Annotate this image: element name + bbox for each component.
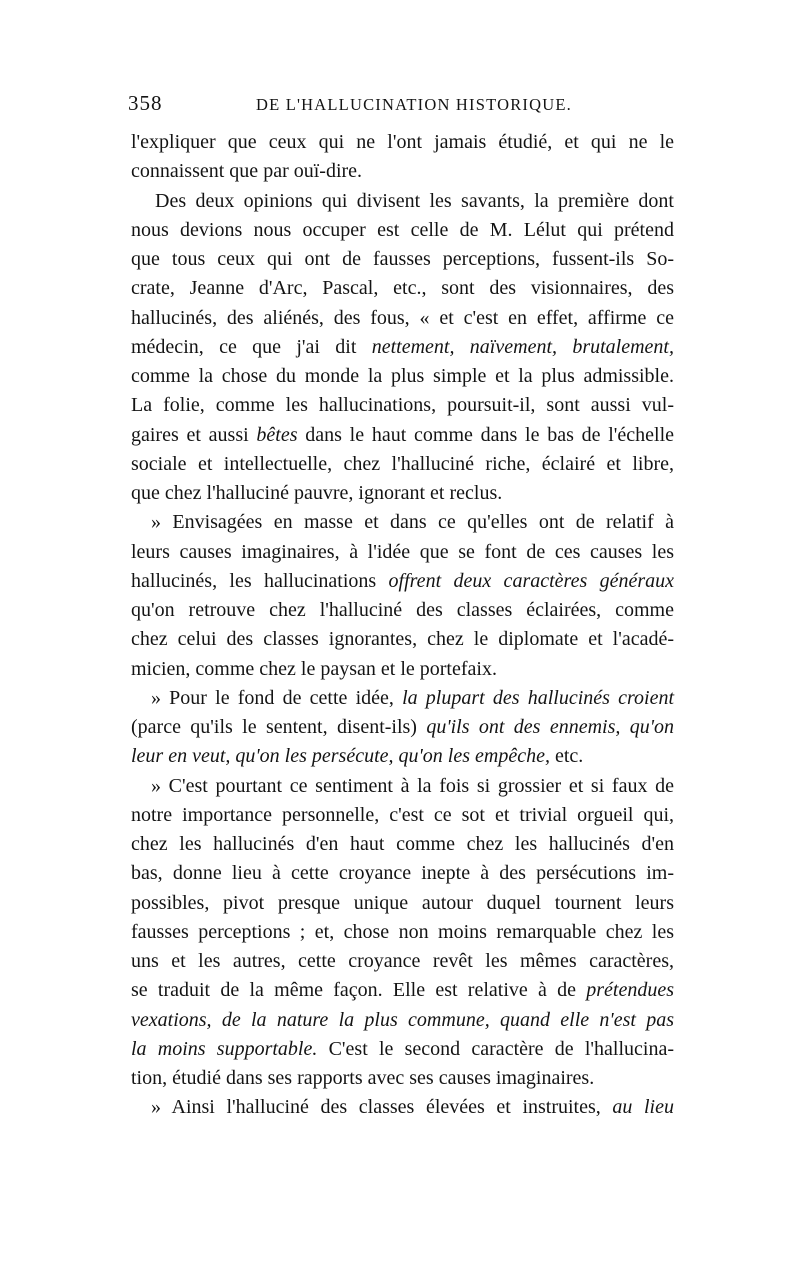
text-run: micien, comme chez le paysan et le portefaix. [131,657,497,680]
text-line [131,508,674,537]
text-run: fausses perceptions ; et, chose non moins remarquable chez les [131,920,674,943]
text-line [131,772,674,801]
text-run: » Envisagées en masse et dans ce qu'elles ont de relatif à [151,511,674,534]
text-line [131,187,674,216]
text-run: La folie, comme les hallucinations, poursuit-il, sont aussi vul- [131,394,674,417]
text-run: » Pour le fond de cette idée, [151,686,403,709]
text-run: sociale et intellectuelle, chez l'halluciné riche, éclairé et libre, [131,452,674,475]
italic-text: bêtes [256,423,298,446]
italic-text: nettement, naïvement, brutalement, [371,335,674,358]
text-line [131,859,674,888]
italic-text: au lieu [612,1096,674,1119]
page-header [128,91,672,121]
text-run: gaires et aussi [131,423,257,446]
text-line [131,128,674,157]
text-line [131,1006,674,1035]
italic-text: offrent deux caractères généraux [388,569,674,592]
text-line [131,304,674,333]
text-line [131,684,674,713]
text-line [131,567,674,596]
text-line [131,801,674,830]
text-line [131,830,674,859]
text-line [131,976,674,1005]
text-line [131,947,674,976]
text-line [131,450,674,479]
text-line [131,157,674,186]
text-run: tion, étudié dans ses rapports avec ses causes imaginaires. [131,1067,595,1089]
text-run: médecin, ce que j'ai dit [131,335,372,358]
page-number: 358 [128,91,163,115]
text-run: Des deux opinions qui divisent les savants, la première dont [155,189,674,212]
italic-text: la plupart des hallucinés croient [402,686,675,709]
text-run: l'expliquer que ceux qui ne l'ont jamais étudié, et qui ne le [131,131,674,153]
text-run: » Ainsi l'halluciné des classes élevées et instruites, [151,1096,613,1119]
text-run: qu'on retrouve chez l'halluciné des classes éclairées, comme [131,599,674,621]
running-head: DE L'HALLUCINATION HISTORIQUE. [256,95,572,114]
text-line [131,1064,674,1093]
text-run: C'est le second caractère de l'hallucina- [317,1037,674,1060]
text-line [131,1093,674,1122]
text-run: que chez l'halluciné pauvre, ignorant et reclus. [131,482,503,504]
text-line [131,538,674,567]
text-line [131,625,674,654]
text-run: chez les hallucinés d'en haut comme chez les hallucinés d'en [131,833,674,855]
text-run: bas, donne lieu à cette croyance inepte à des persécutions im- [131,862,674,885]
text-run: que tous ceux qui ont de fausses perceptions, fussent-ils So- [131,248,674,270]
italic-text: qu'ils ont des ennemis, qu'on [426,716,674,738]
italic-text: prétendues [586,979,674,1002]
text-line [131,889,674,918]
text-run: crate, Jeanne d'Arc, Pascal, etc., sont des visionnaires, des [131,277,674,300]
text-line [131,391,674,420]
italic-text: vexations, de la nature la plus commune, quand elle n'est pas [131,1008,674,1031]
text-run: chez celui des classes ignorantes, chez le diplomate et l'acadé- [131,628,674,651]
text-run: hallucinés, les hallucinations [131,569,389,592]
text-line [131,596,674,625]
text-run: hallucinés, des aliénés, des fous, « et c'est en effet, affirme ce [131,306,674,329]
text-line [131,655,674,684]
text-run: etc. [549,745,584,768]
body-text [131,128,674,1123]
text-line [131,1035,674,1064]
text-line [131,421,674,450]
text-run: se traduit de la même façon. Elle est relative à de [131,979,587,1002]
text-line [131,333,674,362]
text-line [131,918,674,947]
text-run: leurs causes imaginaires, à l'idée que se font de ces causes les [131,540,674,563]
text-run: connaissent que par ouï-dire. [131,160,363,183]
italic-text: leur en veut, qu'on les persécute, qu'on les empêche, [131,745,550,768]
text-run: dans le haut comme dans le bas de l'échelle [297,423,675,446]
text-run: notre importance personnelle, c'est ce sot et trivial orgueil qui, [131,803,674,826]
text-run: uns et les autres, cette croyance revêt les mêmes caractères, [131,950,674,972]
text-run: comme la chose du monde la plus simple et la plus admissible. [131,365,674,387]
text-run: (parce qu'ils le sentent, disent-ils) [131,716,427,738]
text-line [131,245,674,274]
italic-text: la moins supportable. [131,1037,318,1060]
text-run: nous devions nous occuper est celle de M. Lélut qui prétend [131,218,674,241]
text-line [131,216,674,245]
text-line [131,362,674,391]
text-line [131,742,674,771]
text-run: possibles, pivot presque unique autour duquel tournent leurs [131,891,674,914]
text-line [131,713,674,742]
text-line [131,479,674,508]
text-line [131,274,674,303]
text-run: » C'est pourtant ce sentiment à la fois si grossier et si faux de [151,774,674,797]
